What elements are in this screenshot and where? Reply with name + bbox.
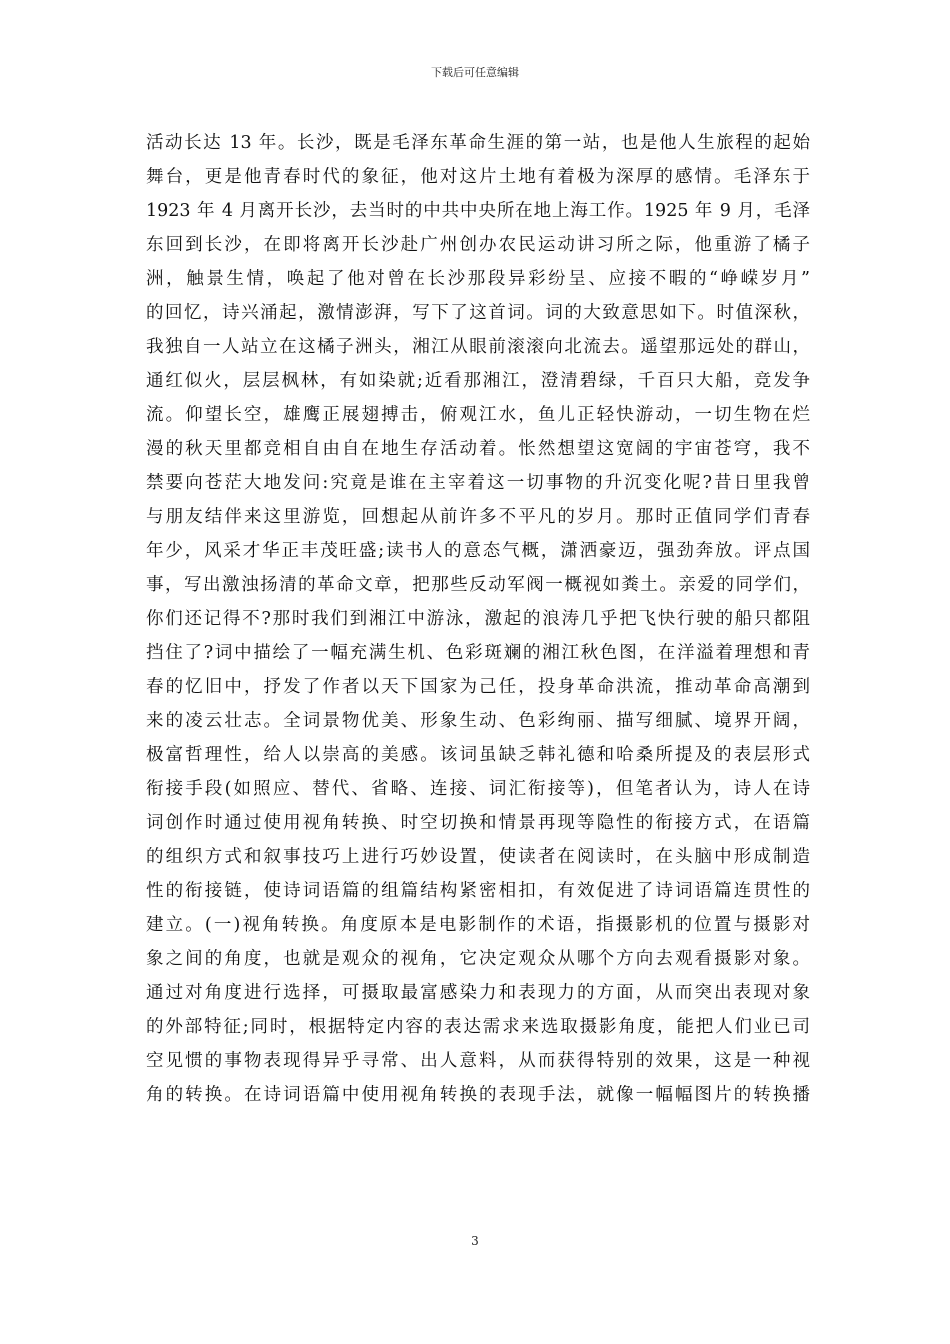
- body-line-15: 你们还记得不?那时我们到湘江中游泳，激起的浪涛几乎把飞快行驶的船只都阻: [146, 609, 810, 629]
- body-line-24: 建立。(一)视角转换。角度原本是电影制作的术语，指摄影机的位置与摄影对: [146, 915, 810, 935]
- body-line-1: 活动长达 13 年。长沙，既是毛泽东革命生涯的第一站，也是他人生旅程的起始: [146, 133, 810, 153]
- body-line-12: 与朋友结伴来这里游览，回想起从前许多不平凡的岁月。那时正值同学们青春: [146, 507, 810, 527]
- body-line-27: 的外部特征;同时，根据特定内容的表达需求来选取摄影角度，能把人们业已司: [146, 1017, 810, 1037]
- body-line-21: 词创作时通过使用视角转换、时空切换和情景再现等隐性的衔接方式，在语篇: [146, 813, 810, 833]
- page-number: 3: [471, 1234, 479, 1248]
- body-line-25: 象之间的角度，也就是观众的视角，它决定观众从哪个方向去观看摄影对象。: [146, 949, 810, 969]
- body-line-11: 禁要向苍茫大地发问:究竟是谁在主宰着这一切事物的升沉变化呢?昔日里我曾: [146, 473, 810, 493]
- body-line-6: 的回忆，诗兴涌起，激情澎湃，写下了这首词。词的大致意思如下。时值深秋，: [146, 303, 810, 323]
- body-line-7: 我独自一人站立在这橘子洲头，湘江从眼前滚滚向北流去。遥望那远处的群山，: [146, 337, 810, 357]
- body-line-5: 洲，触景生情，唤起了他对曾在长沙那段异彩纷呈、应接不暇的“峥嵘岁月”: [146, 269, 810, 289]
- body-line-13: 年少，风采才华正丰茂旺盛;读书人的意态气概，潇洒豪迈，强劲奔放。评点国: [146, 541, 810, 561]
- body-line-14: 事，写出激浊扬清的革命文章，把那些反动军阀一概视如粪土。亲爱的同学们，: [146, 575, 810, 595]
- body-line-23: 性的衔接链，使诗词语篇的组篇结构紧密相扣，有效促进了诗词语篇连贯性的: [146, 881, 810, 901]
- body-line-2: 舞台，更是他青春时代的象征，他对这片土地有着极为深厚的感情。毛泽东于: [146, 167, 810, 187]
- body-line-8: 通红似火，层层枫林，有如染就;近看那湘江，澄清碧绿，千百只大船，竞发争: [146, 371, 810, 391]
- body-line-22: 的组织方式和叙事技巧上进行巧妙设置，使读者在阅读时，在头脑中形成制造: [146, 847, 810, 867]
- body-line-9: 流。仰望长空，雄鹰正展翅搏击，俯观江水，鱼儿正轻快游动，一切生物在烂: [146, 405, 810, 425]
- body-line-19: 极富哲理性，给人以崇高的美感。该词虽缺乏韩礼德和哈桑所提及的表层形式: [146, 745, 810, 765]
- body-line-18: 来的凌云壮志。全词景物优美、形象生动、色彩绚丽、描写细腻、境界开阔，: [146, 711, 810, 731]
- body-line-26: 通过对角度进行选择，可摄取最富感染力和表现力的方面，从而突出表现对象: [146, 983, 810, 1003]
- body-line-28: 空见惯的事物表现得异乎寻常、出人意料，从而获得特别的效果，这是一种视: [146, 1051, 810, 1071]
- document-body: [146, 126, 810, 1112]
- body-line-4: 东回到长沙，在即将离开长沙赴广州创办农民运动讲习所之际，他重游了橘子: [146, 235, 810, 255]
- body-line-10: 漫的秋天里都竞相自由自在地生存活动着。怅然想望这宽阔的宇宙苍穹，我不: [146, 439, 810, 459]
- body-line-16: 挡住了?词中描绘了一幅充满生机、色彩斑斓的湘江秋色图，在洋溢着理想和青: [146, 643, 810, 663]
- body-line-29: 角的转换。在诗词语篇中使用视角转换的表现手法，就像一幅幅图片的转换播: [146, 1085, 810, 1105]
- body-line-17: 春的忆旧中，抒发了作者以天下国家为己任，投身革命洪流，推动革命高潮到: [146, 677, 810, 697]
- body-line-3: 1923 年 4 月离开长沙，去当时的中共中央所在地上海工作。1925 年 9 月，毛泽: [146, 201, 810, 221]
- page-header: 下载后可任意编辑: [431, 66, 519, 79]
- body-line-20: 衔接手段(如照应、替代、省略、连接、词汇衔接等)，但笔者认为，诗人在诗: [146, 779, 810, 799]
